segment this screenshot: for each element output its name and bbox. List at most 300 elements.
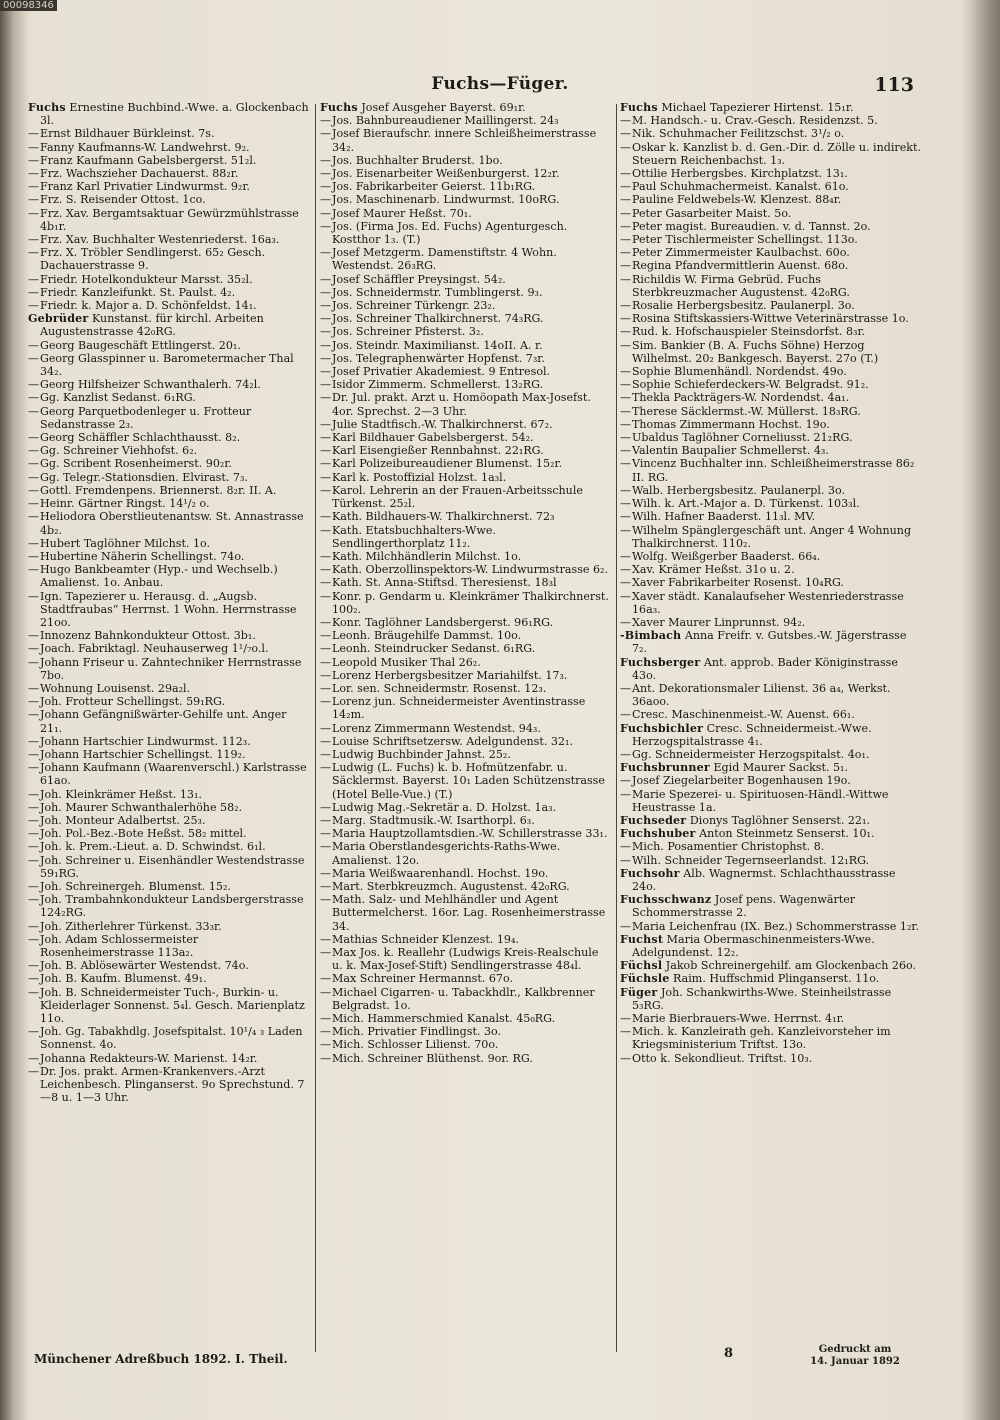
directory-entry: [28, 273, 311, 286]
ditto-dash: —: [28, 272, 40, 286]
directory-entry: [28, 286, 311, 299]
directory-entry: [320, 761, 612, 801]
directory-entry: [320, 972, 612, 985]
entry-text: Xaver städt. Kanalaufseher Westenriederstrasse 16a₃.: [632, 589, 904, 616]
ditto-dash: —: [320, 985, 332, 999]
ditto-dash: —: [620, 404, 632, 418]
ditto-dash: —: [320, 193, 332, 207]
directory-entry: [320, 457, 612, 470]
entry-text: Leonh. Steindrucker Sedanst. 6₁RG.: [332, 642, 536, 656]
page-title: Fuchs—Füger.: [431, 74, 569, 94]
directory-entry: [320, 114, 612, 127]
entry-text: Josef Schäffler Preysingst. 54₂.: [332, 272, 506, 286]
directory-entry: [28, 590, 311, 630]
entry-text: Jos. Bahnbureaudiener Maillingerst. 24₃: [332, 114, 559, 128]
entry-text: Anna Freifr. v. Gutsbes.-W. Jägerstrasse 7₂.: [632, 629, 907, 656]
directory-entry: [28, 986, 311, 1026]
ditto-dash: —: [28, 470, 40, 484]
directory-entry: [320, 1025, 612, 1038]
entry-text: Johann Hartschier Lindwurmst. 112₃.: [40, 734, 251, 748]
directory-entry: [320, 933, 612, 946]
entry-text: Marg. Stadtmusik.-W. Isarthorpl. 6₃.: [332, 813, 535, 827]
entry-text: Franz Kaufmann Gabelsbergerst. 51₂l.: [40, 153, 257, 167]
ditto-dash: —: [620, 1051, 632, 1065]
entry-text: Josef Ziegelarbeiter Bogenhausen 19o.: [632, 774, 851, 788]
directory-entry: [620, 972, 922, 985]
entry-text: Michael Cigarren- u. Tabackhdlr., Kalkbrenner Belgradst. 1o.: [332, 985, 595, 1012]
entry-text: Karl Bildhauer Gabelsbergerst. 54₂.: [332, 431, 534, 445]
ditto-dash: —: [320, 325, 332, 339]
ditto-dash: —: [620, 417, 632, 431]
directory-entry: [28, 629, 311, 642]
directory-entry: [320, 431, 612, 444]
directory-entry: [620, 444, 922, 457]
directory-entry: [320, 1038, 612, 1051]
entry-text: Sophie Blumenhändl. Nordendst. 49o.: [632, 365, 847, 379]
directory-entry: [620, 656, 922, 682]
entry-text: Gg. Scribent Rosenheimerst. 90₂r.: [40, 457, 232, 471]
entry-text: Karol. Lehrerin an der Frauen-Arbeitsschule Türkenst. 25₂l.: [332, 483, 583, 511]
directory-entry: [320, 880, 612, 893]
directory-entry: [620, 141, 922, 167]
footer-printed-label: Gedruckt am: [818, 1344, 892, 1355]
entry-text: Georg Glasspinner u. Barometermacher Thal 34₂.: [40, 351, 294, 379]
directory-entry: [320, 682, 612, 695]
entry-text: Heinr. Gärtner Ringst. 14¹/₂ o.: [40, 497, 210, 511]
entry-text: Jos. (Firma Jos. Ed. Fuchs) Agenturgesch. Kostthor 1₃. (T.): [332, 219, 568, 247]
ditto-dash: —: [620, 299, 632, 313]
surname-heading: Fuchs: [28, 101, 66, 114]
ditto-dash: —: [620, 180, 632, 194]
ditto-dash: —: [28, 299, 40, 313]
entry-text: Hugo Bankbeamter (Hyp.- und Wechselb.) Amalienst. 1o. Anbau.: [40, 563, 278, 590]
directory-entry: [320, 616, 612, 629]
ditto-dash: —: [620, 1012, 632, 1026]
directory-entry: [620, 484, 922, 497]
ditto-dash: —: [320, 589, 332, 603]
ditto-dash: —: [320, 747, 332, 761]
ditto-dash: —: [320, 655, 332, 669]
entry-text: Joh. Zitherlehrer Türkenst. 33₃r.: [40, 919, 222, 933]
entry-text: Nik. Schuhmacher Feilitzschst. 3¹/₂ o.: [632, 127, 845, 141]
directory-entry: [320, 1012, 612, 1025]
ditto-dash: —: [320, 391, 332, 405]
directory-entry: [320, 352, 612, 365]
ditto-dash: —: [320, 840, 332, 854]
entry-text: Kath. Milchhändlerin Milchst. 1o.: [332, 549, 522, 563]
entry-text: Jos. Fabrikarbeiter Geierst. 11b₁RG.: [332, 180, 536, 194]
directory-entry: [28, 1025, 311, 1051]
entry-text: Jos. Steindr. Maximilianst. 14oII. A. r.: [332, 338, 543, 352]
entry-text: Ubaldus Taglöhner Corneliusst. 21₂RG.: [632, 431, 853, 445]
ditto-dash: —: [320, 629, 332, 643]
entry-text: M. Handsch.- u. Crav.-Gesch. Residenzst. 5.: [632, 114, 878, 128]
ditto-dash: —: [28, 1064, 40, 1078]
entry-text: Julie Stadtfisch.-W. Thalkirchnerst. 67₂.: [332, 417, 553, 431]
entry-text: Jos. Buchhalter Bruderst. 1bo.: [332, 153, 503, 167]
directory-entry: [320, 867, 612, 880]
ditto-dash: —: [620, 127, 632, 141]
directory-entry: [320, 220, 612, 246]
entry-text: Maria Oberstlandesgerichts-Raths-Wwe. Amalienst. 12o.: [332, 840, 561, 867]
directory-entry: [28, 920, 311, 933]
ditto-dash: —: [620, 853, 632, 867]
entry-text: Peter Zimmermeister Kaulbachst. 60o.: [632, 246, 850, 260]
ditto-dash: —: [28, 167, 40, 181]
directory-entry: [320, 656, 612, 669]
ditto-dash: —: [320, 510, 332, 524]
ditto-dash: —: [620, 338, 632, 352]
entry-text: Dionys Taglöhner Senserst. 22₁.: [689, 813, 870, 827]
directory-entry: [620, 497, 922, 510]
ditto-dash: —: [320, 1038, 332, 1052]
ditto-dash: —: [28, 879, 40, 893]
directory-entry: [28, 101, 311, 127]
directory-entry: [320, 814, 612, 827]
directory-entry: [620, 629, 922, 655]
ditto-dash: —: [620, 219, 632, 233]
entry-text: Lorenz Herbergsbesitzer Mariahilfst. 17₃.: [332, 668, 568, 682]
entry-text: Valentin Baupalier Schmellerst. 4₃.: [632, 444, 829, 458]
ditto-dash: —: [320, 523, 332, 537]
entry-text: Mich. k. Kanzleirath geh. Kanzleivorsteher im Kriegsministerium Triftst. 13o.: [632, 1025, 891, 1052]
directory-entry: [28, 708, 311, 734]
entry-text: Frz. Wachszieher Dachauerst. 88₂r.: [40, 167, 239, 181]
directory-entry: [320, 642, 612, 655]
ditto-dash: —: [320, 1025, 332, 1039]
surname-heading: -Bimbach: [620, 629, 682, 643]
ditto-dash: —: [28, 827, 40, 841]
ditto-dash: —: [28, 853, 40, 867]
ditto-dash: —: [28, 708, 40, 722]
entry-text: Gg. Kanzlist Sedanst. 6₁RG.: [40, 391, 196, 405]
ditto-dash: —: [320, 285, 332, 299]
entry-text: Therese Säcklermst.-W. Müllerst. 18₃RG.: [632, 404, 861, 418]
directory-entry: [320, 669, 612, 682]
ditto-dash: —: [28, 536, 40, 550]
directory-entry: [28, 471, 311, 484]
directory-entry: [28, 484, 311, 497]
column-divider: [315, 104, 316, 1352]
entry-text: Mathias Schneider Klenzest. 19₄.: [332, 932, 519, 946]
directory-entry: [28, 893, 311, 919]
ditto-dash: —: [320, 312, 332, 326]
entry-text: Lor. sen. Schneidermstr. Rosenst. 12₃.: [332, 681, 547, 695]
surname-heading: Fuchseder: [620, 813, 687, 827]
directory-entry: [320, 101, 612, 114]
directory-entry: [28, 180, 311, 193]
entry-text: Konr. Taglöhner Landsbergerst. 96₁RG.: [332, 615, 554, 629]
directory-entry: [620, 933, 922, 959]
directory-entry: [28, 814, 311, 827]
entry-text: Frz. Xav. Bergamtsaktuar Gewürzmühlstrasse 4b₁r.: [40, 206, 299, 233]
ditto-dash: —: [320, 549, 332, 563]
entry-text: Josef pens. Wagenwärter Schommerstrasse 2.: [632, 893, 856, 920]
ditto-dash: —: [28, 180, 40, 194]
ditto-dash: —: [620, 510, 632, 524]
directory-entry: [620, 259, 922, 272]
entry-text: Josef Privatier Akademiest. 9 Entresol.: [332, 365, 551, 379]
entry-text: Marie Spezerei- u. Spirituosen-Händl.-Wittwe Heustrasse 1a.: [632, 787, 889, 814]
entry-text: Sim. Bankier (B. A. Fuchs Söhne) Herzog Wilhelmst. 20₂ Bankgesch. Bayerst. 27o (T.): [632, 338, 879, 365]
ditto-dash: —: [28, 655, 40, 669]
ditto-dash: —: [320, 615, 332, 629]
directory-entry: [620, 405, 922, 418]
ditto-dash: —: [28, 233, 40, 247]
directory-entry: [620, 682, 922, 708]
entry-text: Ant. Dekorationsmaler Lilienst. 36 a₄, Werkst. 36aoo.: [632, 681, 891, 709]
ditto-dash: —: [620, 523, 632, 537]
directory-entry: [28, 312, 311, 338]
surname-heading: Fuchsberger: [620, 655, 701, 669]
entry-text: Joh. B. Schneidermeister Tuch-, Burkin- u. Kleiderlager Sonnenst. 5₄l. Gesch. Marienplatz 11o.: [40, 985, 305, 1026]
directory-entry: [620, 127, 922, 140]
ditto-dash: —: [28, 483, 40, 497]
directory-entry: [28, 695, 311, 708]
entry-text: Hubertine Näherin Schellingst. 74o.: [40, 549, 245, 563]
directory-entry: [620, 101, 922, 114]
directory-entry: [28, 497, 311, 510]
ditto-dash: —: [620, 615, 632, 629]
directory-entry: [620, 339, 922, 365]
ditto-dash: —: [28, 140, 40, 154]
ditto-dash: —: [620, 444, 632, 458]
directory-entry: [320, 299, 612, 312]
ditto-dash: —: [620, 312, 632, 326]
ditto-dash: —: [28, 246, 40, 260]
entry-text: Mich. Schreiner Blüthenst. 9or. RG.: [332, 1051, 533, 1065]
ditto-dash: —: [620, 233, 632, 247]
directory-entry: [320, 154, 612, 167]
directory-entry: [28, 748, 311, 761]
directory-entry: [320, 207, 612, 220]
ditto-dash: —: [320, 219, 332, 233]
surname-heading: Gebrüder: [28, 312, 89, 326]
directory-entry: [320, 484, 612, 510]
entry-text: Joh. B. Kaufm. Blumenst. 49₁.: [40, 972, 207, 986]
directory-entry: [620, 233, 922, 246]
ditto-dash: —: [320, 946, 332, 959]
footer-source: Münchener Adreßbuch 1892. I. Theil.: [34, 1352, 288, 1366]
ditto-dash: —: [320, 417, 332, 431]
entry-text: Ant. approb. Bader Königinstrasse 43o.: [632, 655, 898, 682]
directory-entry: [28, 656, 311, 682]
directory-entry: [320, 444, 612, 457]
entry-text: Kath. Oberzollinspektors-W. Lindwurmstrasse 6₂.: [332, 563, 609, 577]
ditto-dash: —: [620, 114, 632, 128]
directory-entry: [320, 840, 612, 866]
entry-text: Jos. Eisenarbeiter Weißenburgerst. 12₂r.: [332, 167, 560, 181]
entry-text: Ernestine Buchbind.-Wwe. a. Glockenbach 3l.: [40, 101, 309, 128]
directory-entry: [320, 946, 612, 972]
entry-text: Gg. Schreiner Viehhofst. 6₂.: [40, 444, 198, 458]
ditto-dash: —: [320, 299, 332, 313]
entry-text: Mich. Posamentier Christophst. 8.: [632, 840, 825, 854]
ditto-dash: —: [320, 813, 332, 827]
entry-text: Alb. Wagnermst. Schlachthausstrasse 24o.: [632, 866, 896, 893]
entry-text: Konr. p. Gendarm u. Kleinkrämer Thalkirchnerst. 100₂.: [332, 589, 609, 616]
directory-entry: [620, 893, 922, 919]
directory-entry: [620, 788, 922, 814]
ditto-dash: —: [28, 404, 40, 418]
ditto-dash: —: [28, 338, 40, 352]
directory-entry: [320, 695, 612, 721]
entry-text: Anton Steinmetz Senserst. 10₁.: [699, 827, 875, 841]
ditto-dash: —: [28, 761, 40, 775]
entry-text: Gottl. Fremdenpens. Briennerst. 8₂r. II. A.: [40, 483, 277, 497]
entry-text: Joh. Schankwirths-Wwe. Steinheilstrasse 5₃RG.: [632, 985, 892, 1012]
entry-text: Ludwig Mag.-Sekretär a. D. Holzst. 1a₃.: [332, 800, 557, 814]
directory-entry: [620, 1012, 922, 1025]
directory-entry: [28, 1065, 311, 1105]
ditto-dash: —: [320, 879, 332, 893]
entry-text: Josef Bieraufschr. innere Schleißheimerstrasse 34₂.: [332, 127, 597, 154]
ditto-dash: —: [28, 351, 40, 365]
ditto-dash: —: [28, 1051, 40, 1065]
directory-entry: [620, 814, 922, 827]
directory-entry: [28, 933, 311, 959]
directory-entry: [620, 273, 922, 299]
entry-text: Jos. Schreiner Pfisterst. 3₂.: [332, 325, 484, 339]
entry-text: Richildis W. Firma Gebrüd. Fuchs Sterbkreuzmacher Augustenst. 42₀RG.: [632, 272, 850, 299]
entry-text: Georg Baugeschäft Ettlingerst. 20₁.: [40, 338, 241, 352]
ditto-dash: —: [620, 193, 632, 207]
column-2: [320, 101, 612, 1358]
directory-entry: [320, 418, 612, 431]
directory-entry: [620, 180, 922, 193]
directory-entry: [620, 550, 922, 563]
entry-text: Ludwig Buchbinder Jahnst. 25₂.: [332, 747, 511, 761]
ditto-dash: —: [28, 959, 40, 973]
directory-entry: [28, 682, 311, 695]
entry-text: Kath. Etatsbuchhalters-Wwe. Sendlingerthorplatz 11₂.: [332, 523, 496, 550]
entry-text: Jos. Schneidermstr. Tumblingerst. 9₃.: [332, 285, 543, 299]
column-divider: [616, 104, 617, 1352]
directory-entry: [620, 986, 922, 1012]
directory-entry: [28, 854, 311, 880]
entry-text: Heliodora Oberstlieutenantsw. St. Annastrasse 4b₂.: [40, 510, 304, 537]
entry-text: Josef Ausgeher Bayerst. 69₁r.: [361, 101, 526, 114]
entry-text: Joach. Fabriktagl. Neuhauserweg 1¹/₇o.l.: [40, 642, 269, 656]
directory-entry: [28, 457, 311, 470]
entry-text: Joh. Schreiner u. Eisenhändler Westendstrasse 59₁RG.: [40, 853, 305, 880]
directory-entry: [620, 708, 922, 721]
ditto-dash: —: [320, 457, 332, 471]
entry-text: Joh. Pol.-Bez.-Bote Heßst. 58₂ mittel.: [40, 827, 247, 841]
column-3: [620, 101, 922, 1358]
entry-text: Gg. Telegr.-Stationsdien. Elvirast. 7₃.: [40, 470, 248, 484]
ditto-dash: —: [28, 747, 40, 761]
ditto-dash: —: [620, 708, 632, 722]
directory-entry: [28, 378, 311, 391]
entry-text: Cresc. Schneidermeist.-Wwe. Herzogspitalstrasse 4₁.: [632, 721, 872, 748]
directory-entry: [320, 590, 612, 616]
ditto-dash: —: [28, 193, 40, 207]
ditto-dash: —: [28, 985, 40, 999]
ditto-dash: —: [28, 629, 40, 643]
directory-entry: [620, 365, 922, 378]
ditto-dash: —: [320, 734, 332, 748]
directory-entry: [320, 312, 612, 325]
directory-entry: [28, 405, 311, 431]
entry-text: Ottilie Herbergsbes. Kirchplatzst. 13₁.: [632, 167, 848, 181]
entry-text: Maria Hauptzollamtsdien.-W. Schillerstrasse 33₁.: [332, 827, 608, 841]
ditto-dash: —: [320, 932, 332, 946]
directory-entry: [320, 735, 612, 748]
entry-text: Rud. k. Hofschauspieler Steinsdorfst. 8₃r.: [632, 325, 866, 339]
directory-entry: [28, 563, 311, 589]
entry-text: Max Schreiner Hermannst. 67o.: [332, 972, 513, 986]
entry-text: Wilh. Schneider Tegernseerlandst. 12₁RG.: [632, 853, 870, 867]
directory-entry: [620, 774, 922, 787]
ditto-dash: —: [320, 206, 332, 220]
directory-entry: [620, 590, 922, 616]
entry-text: Mich. Privatier Findlingst. 3o.: [332, 1025, 502, 1039]
ditto-dash: —: [28, 378, 40, 392]
entry-text: Georg Parquetbodenleger u. Frotteur Sedanstrasse 2₃.: [40, 404, 252, 431]
entry-text: Michael Tapezierer Hirtenst. 15₁r.: [661, 101, 854, 114]
directory-entry: [620, 193, 922, 206]
directory-entry: [620, 827, 922, 840]
entry-text: Karl Polizeibureaudiener Blumenst. 15₂r.: [332, 457, 563, 471]
directory-entry: [28, 141, 311, 154]
directory-entry: [320, 576, 612, 589]
ditto-dash: —: [320, 761, 332, 775]
entry-text: Max Jos. k. Reallehr (Ludwigs Kreis-Realschule u. k. Max-Josef-Stift) Sendlingerstrasse 48₄l.: [332, 946, 599, 973]
ditto-dash: —: [620, 919, 632, 933]
ditto-dash: —: [28, 787, 40, 801]
ditto-dash: —: [28, 813, 40, 827]
ditto-dash: —: [320, 563, 332, 577]
entry-text: Peter Gasarbeiter Maist. 5o.: [632, 206, 792, 220]
directory-entry: [28, 735, 311, 748]
ditto-dash: —: [28, 497, 40, 511]
directory-entry: [28, 761, 311, 787]
directory-entry: [620, 510, 922, 523]
directory-entry: [620, 457, 922, 483]
entry-text: Oskar k. Kanzlist b. d. Gen.-Dir. d. Zölle u. indirekt. Steuern Reichenbachst. 1₃.: [632, 140, 921, 167]
directory-entry: [320, 127, 612, 153]
ditto-dash: —: [620, 589, 632, 603]
directory-entry: [320, 167, 612, 180]
entry-text: Joh. Monteur Adalbertst. 25₃.: [40, 813, 206, 827]
entry-text: Cresc. Maschinenmeist.-W. Auenst. 66₁.: [632, 708, 855, 722]
ditto-dash: —: [28, 642, 40, 656]
surname-heading: Füchsle: [620, 972, 670, 986]
ditto-dash: —: [28, 919, 40, 933]
directory-entry: [320, 986, 612, 1012]
directory-entry: [620, 114, 922, 127]
directory-entry: [320, 365, 612, 378]
directory-entry: [620, 867, 922, 893]
entry-text: Joh. k. Prem.-Lieut. a. D. Schwindst. 6₁l.: [40, 840, 266, 854]
entry-text: Maria Weißwaarenhandl. Hochst. 19o.: [332, 866, 549, 880]
ditto-dash: —: [620, 365, 632, 379]
directory-entry: [620, 431, 922, 444]
directory-entry: [320, 180, 612, 193]
ditto-dash: —: [620, 483, 632, 497]
entry-text: Joh. Schreinergeh. Blumenst. 15₂.: [40, 879, 231, 893]
entry-text: Xaver Maurer Linprunnst. 94₂.: [632, 615, 806, 629]
directory-entry: [620, 1025, 922, 1051]
entry-text: Johanna Redakteurs-W. Marienst. 14₂r.: [40, 1051, 258, 1065]
directory-entry: [620, 1052, 922, 1065]
ditto-dash: —: [28, 840, 40, 854]
directory-entry: [28, 207, 311, 233]
surname-heading: Fuchst: [620, 932, 664, 946]
ditto-dash: —: [28, 932, 40, 946]
directory-entry: [320, 629, 612, 642]
